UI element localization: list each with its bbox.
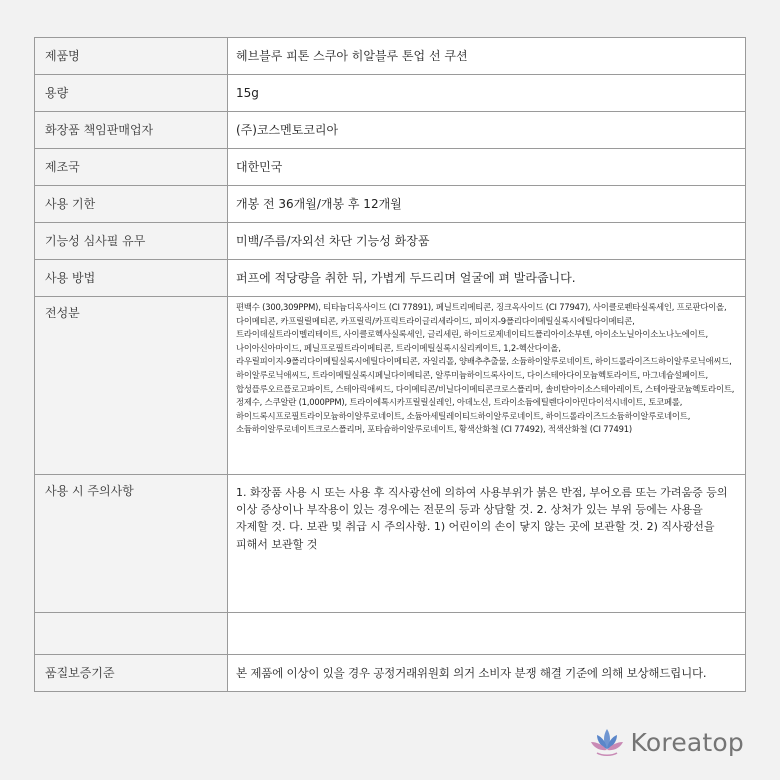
label-functional: 기능성 심사필 유무 (35, 223, 228, 260)
value-seller: (주)코스멘토코리아 (228, 112, 746, 149)
label-product-name: 제품명 (35, 38, 228, 75)
row-spacer (35, 613, 746, 655)
value-country: 대한민국 (228, 149, 746, 186)
brand-logo (589, 726, 744, 758)
spacer-value-cell (228, 613, 746, 655)
row-product-name (35, 38, 746, 75)
spacer-label-cell (35, 613, 228, 655)
product-info-table (34, 37, 746, 692)
row-functional (35, 223, 746, 260)
row-seller (35, 112, 746, 149)
label-country: 제조국 (35, 149, 228, 186)
row-ingredients (35, 297, 746, 475)
row-capacity (35, 75, 746, 112)
value-expiry: 개봉 전 36개월/개봉 후 12개월 (228, 186, 746, 223)
value-usage: 퍼프에 적당량을 취한 뒤, 가볍게 두드리며 얼굴에 펴 발라줍니다. (228, 260, 746, 297)
value-functional: 미백/주름/자외선 차단 기능성 화장품 (228, 223, 746, 260)
value-product-name: 헤브블루 피톤 스쿠아 히알블루 톤업 선 쿠션 (228, 38, 746, 75)
label-capacity: 용량 (35, 75, 228, 112)
label-ingredients: 전성분 (35, 297, 228, 475)
value-capacity: 15g (228, 75, 746, 112)
label-quality: 품질보증기준 (35, 655, 228, 692)
lotus-icon (589, 726, 625, 758)
value-quality: 본 제품에 이상이 있을 경우 공정거래위원회 의거 소비자 분쟁 해결 기준에 의해 보상해드립니다. (228, 655, 746, 692)
label-caution: 사용 시 주의사항 (35, 475, 228, 613)
value-caution: 1. 화장품 사용 시 또는 사용 후 직사광선에 의하여 사용부위가 붉은 반점, 부어오름 또는 가려움증 등의 이상 증상이나 부작용이 있는 경우에는 전문의 등과 상담할 것. 2. 상처가 있는 부위 등에는 사용을 자제할 것. 다. 보관 및 취급 시 주의사항. 1) 어린이의 손이 닿지 않는 곳에 보관할 것. 2) 직사광선을 피해서 보관할 것 (228, 475, 746, 613)
label-usage: 사용 방법 (35, 260, 228, 297)
row-caution (35, 475, 746, 613)
brand-name: Koreatop (630, 727, 744, 757)
row-country (35, 149, 746, 186)
label-expiry: 사용 기한 (35, 186, 228, 223)
label-seller: 화장품 책임판매업자 (35, 112, 228, 149)
row-quality (35, 655, 746, 692)
row-usage (35, 260, 746, 297)
value-ingredients: 편백수 (300,309PPM), 티타늄디옥사이드 (CI 77891), 페닐트리메티콘, 징크옥사이드 (CI 77947), 사이클로펜타실록세인, 프로판다이올, 다이메티콘, 카프릴릴메티콘, 카프릴릭/카프릭트라이글리세라이드, 피이지-9폴리다이메틸실록시에틸다이메티콘, 트라이데실트라이멜리테이트, 사이클로헥사실록세인, 글리세린, 하이드로제네이티드폴리아이소부텐, 아이소노닐아이소노나노에이트, 나이아신아마이드, 페닐프로필트라이메티콘, 트라이메틸실록시실리케이트, 1,2-헥산다이올, 라우릴피이지-9폴리다이메틸실록시에틸다이메티콘, 자일리톨, 양배추추출물, 소듐하이알루로네이트, 하이드롤라이즈드하이알루로닉애씨드, 하이알루로닉애씨드, 트라이메틸실록시페닐다이메티콘, 알루미늄하이드록사이드, 다이스테아다이모늄헥토라이트, 마그네슘설페이트, 합성플루오르플로고파이트, 스테아릭애씨드, 다이메티콘/비닐다이메티콘크로스폴리머, 솔비탄아이소스테아레이트, 스테아랄코늄헥토라이트, 정제수, 스쿠알란 (1,000PPM), 트라이에톡시카프릴릴실레인, 아데노신, 트라이소듐에틸렌다이아민다이석시네이트, 토코페롤, 하이드록시프로필트라이모늄하이알루로네이트, 소듐아세틸레이티드하이알루로네이트, 하이드롤라이즈드소듐하이알루로네이트, 소듐하이알루로네이트크로스폴리머, 포타슘하이알루로네이트, 황색산화철 (CI 77492), 적색산화철 (CI 77491) (228, 297, 746, 475)
row-expiry (35, 186, 746, 223)
